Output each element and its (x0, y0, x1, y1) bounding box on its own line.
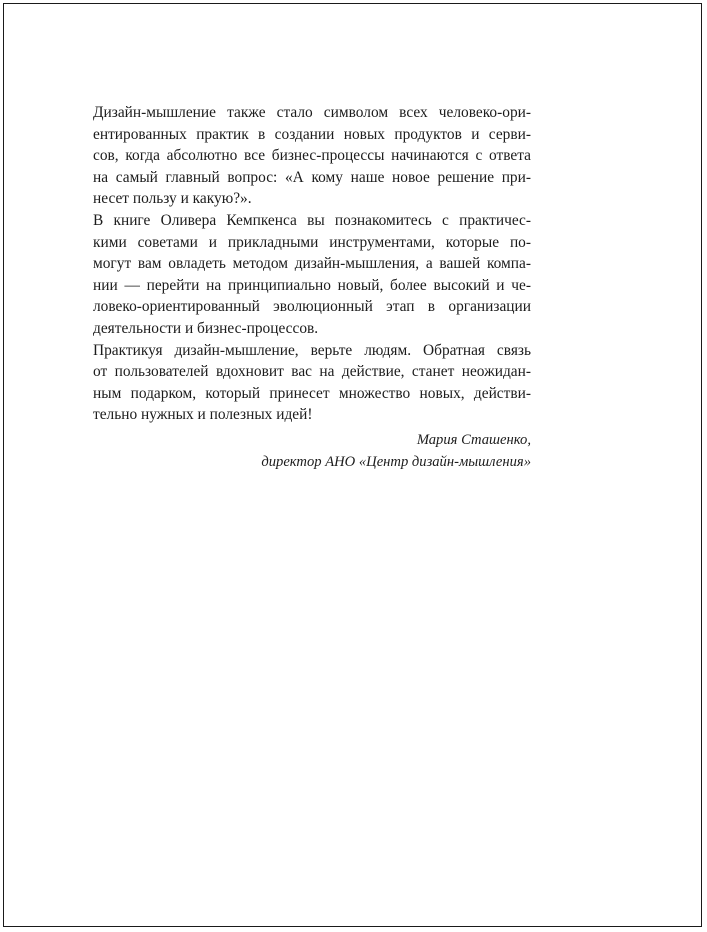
text-line: ентированных практик в создании новых продуктов и серви- (93, 125, 531, 143)
signature-position: директор АНО «Центр дизайн-мышления» (261, 453, 531, 470)
paragraph-3 (71, 340, 531, 426)
text-line: ловеко-ориентированный эволюционный этап в организации (93, 298, 531, 316)
text-line: деятельности и бизнес-процессов. (93, 319, 319, 337)
text-line: Практикуя дизайн-мышление, верьте людям. Обратная связь (93, 341, 531, 359)
text-line: могут вам овладеть методом дизайн-мышления, а вашей компа- (93, 255, 531, 273)
text-line: тельно нужных и полезных идей! (93, 406, 313, 424)
text-line: кими советами и прикладными инструментами, которые по- (93, 233, 531, 251)
text-line: Дизайн-мышление также стало символом всех человеко-ори- (93, 104, 531, 121)
text-line: несет пользу и какую?». (93, 190, 252, 208)
paragraph-1 (71, 102, 531, 210)
signature (71, 430, 531, 473)
text-line: от пользователей вдохновит вас на действие, станет неожидан- (93, 363, 531, 381)
text-line: нии — перейти на принципиально новый, более высокий и че- (93, 276, 531, 294)
signature-name: Мария Сташенко, (416, 431, 531, 448)
text-line: сов, когда абсолютно все бизнес-процессы начинаются с ответа (93, 147, 531, 165)
preface-text (71, 102, 531, 473)
text-line: В книге Оливера Кемпкенса вы познакомитесь с практичес- (93, 211, 531, 229)
paragraph-2 (71, 210, 531, 340)
page (3, 3, 702, 927)
text-line: на самый главный вопрос: «А кому наше новое решение при- (93, 168, 531, 186)
text-line: ным подарком, который принесет множество новых, действи- (93, 384, 531, 402)
